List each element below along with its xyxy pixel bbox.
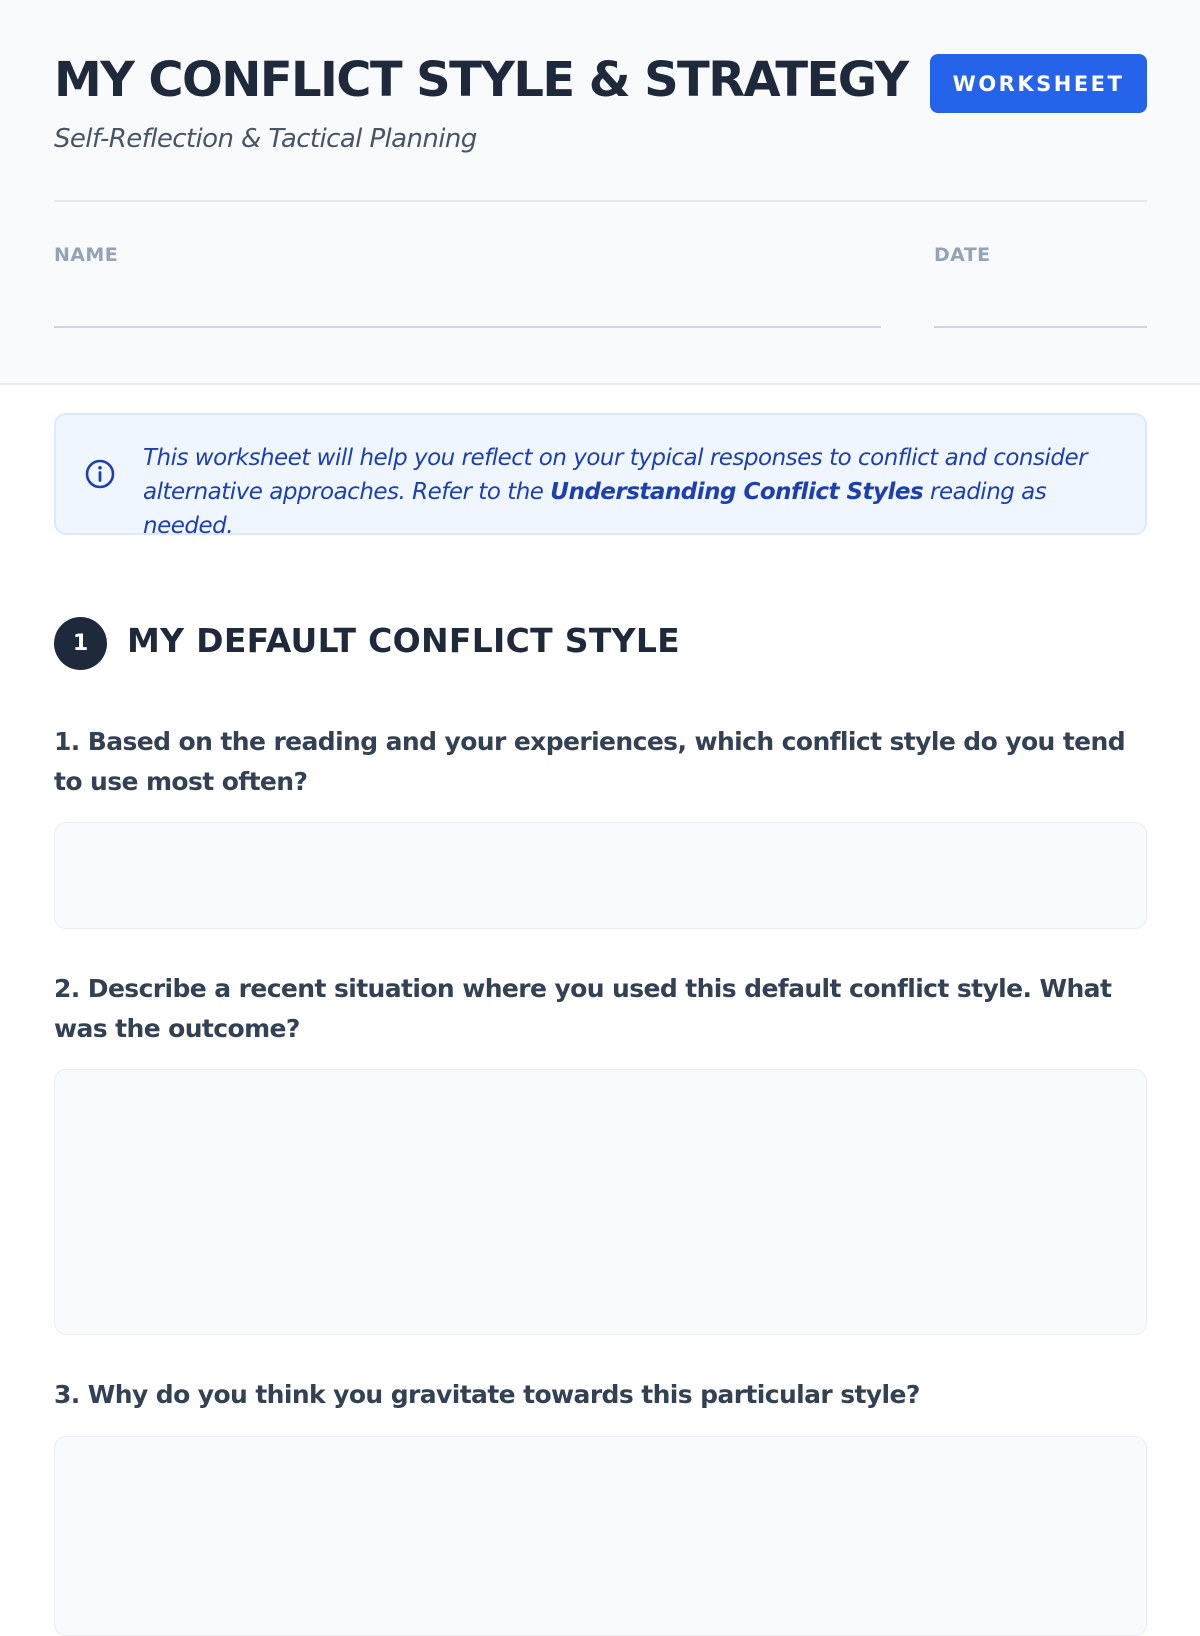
info-text: [143, 441, 1133, 543]
page-subtitle: Self-Reflection & Tactical Planning: [54, 124, 477, 154]
worksheet-header: [0, 0, 1200, 385]
name-label: NAME: [54, 244, 119, 266]
answer-box-1[interactable]: [54, 822, 1147, 929]
header-divider: [54, 200, 1147, 202]
section-title: MY DEFAULT CONFLICT STYLE: [127, 621, 680, 660]
question-1: 1. Based on the reading and your experiences, which conflict style do you tend to use most often?: [54, 727, 1126, 796]
worksheet-badge: WORKSHEET: [930, 54, 1147, 113]
info-callout: [54, 413, 1147, 539]
info-text-before: This worksheet will help you reflect on your typical responses to conflict and consider alternative approaches. Refer to the: [143, 445, 1088, 505]
page-title: MY CONFLICT STYLE & STRATEGY: [54, 52, 908, 108]
section-number-badge: 1: [54, 617, 107, 670]
info-text-after: reading as needed.: [143, 479, 1047, 539]
name-field[interactable]: [54, 326, 881, 328]
date-field[interactable]: [934, 326, 1147, 328]
info-circle-icon: [84, 458, 116, 490]
answer-box-3[interactable]: [54, 1436, 1147, 1636]
question-2: 2. Describe a recent situation where you used this default conflict style. What was the outcome?: [54, 974, 1112, 1043]
reading-title: Understanding Conflict Styles: [550, 479, 924, 505]
date-label: DATE: [934, 244, 991, 266]
answer-box-2[interactable]: [54, 1069, 1147, 1335]
question-3: 3. Why do you think you gravitate towards this particular style?: [54, 1380, 920, 1409]
